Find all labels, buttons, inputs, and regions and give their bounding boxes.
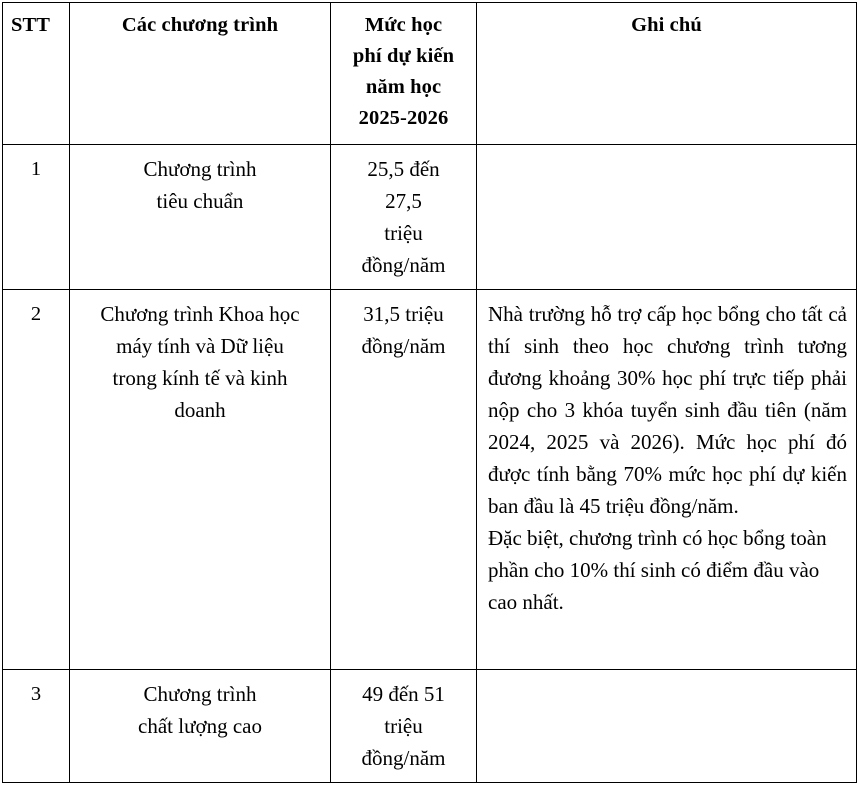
row-2-fee-line-1: 31,5 triệu: [363, 302, 444, 326]
row-1-program-line-2: tiêu chuẩn: [156, 189, 244, 213]
table-header-row: [3, 3, 857, 145]
column-header-stt-label: STT: [11, 14, 51, 36]
column-header-stt: [3, 3, 70, 145]
row-3-stt: [3, 670, 70, 783]
row-2-fee: [331, 290, 477, 670]
row-3-note: [477, 670, 857, 783]
row-1-fee-line-2: 27,5: [385, 189, 422, 213]
row-2-program-line-2: máy tính và Dữ liệu: [116, 334, 284, 358]
column-header-fee-line-4: 2025-2026: [358, 107, 449, 129]
row-2-program: [70, 290, 331, 670]
row-2-stt-value: 2: [30, 303, 42, 325]
row-1-fee-line-1: 25,5 đến: [367, 157, 440, 181]
row-2-note-paragraph-2: Đặc biệt, chương trình có học bổng toàn phần cho 10% thí sinh có điểm đầu vào cao nhất.: [488, 526, 827, 614]
row-1-note: [477, 145, 857, 290]
row-1-stt: [3, 145, 70, 290]
row-3-program: [70, 670, 331, 783]
row-3-program-line-1: Chương trình: [143, 682, 257, 706]
table-row: [3, 670, 857, 783]
column-header-fee-line-3: năm học: [365, 76, 442, 98]
row-2-note-paragraph-1: Nhà trường hỗ trợ cấp học bổng cho tất cả thí sinh theo học chương trình tương đương khoảng 30% học phí trực tiếp phải nộp cho 3 khóa tuyển sinh đầu tiên (năm 2024, 2025 và 2026). Mức học phí đó được tính bằng 70% mức học phí dự kiến ban đầu là 45 triệu đồng/năm.: [488, 302, 847, 518]
row-1-fee-line-3: triệu: [384, 221, 423, 245]
column-header-fee-line-2: phí dự kiến: [352, 45, 455, 67]
column-header-note: [477, 3, 857, 145]
tuition-fee-table: [2, 2, 857, 783]
row-3-fee-line-1: 49 đến 51: [362, 682, 445, 706]
row-1-program: [70, 145, 331, 290]
row-1-stt-value: 1: [30, 158, 42, 180]
row-3-fee-line-2: triệu: [384, 714, 423, 738]
column-header-fee: [331, 3, 477, 145]
row-1-program-line-1: Chương trình: [143, 157, 257, 181]
column-header-note-label: Ghi chú: [631, 14, 702, 36]
row-2-note: [477, 290, 857, 670]
row-2-program-line-3: trong kính tế và kinh: [112, 366, 288, 390]
row-3-program-line-2: chất lượng cao: [138, 714, 262, 738]
row-3-fee-line-3: đồng/năm: [361, 746, 446, 770]
row-2-stt: [3, 290, 70, 670]
row-1-fee: [331, 145, 477, 290]
row-2-program-line-4: doanh: [174, 398, 226, 422]
row-3-stt-value: 3: [30, 683, 42, 705]
document-page: [0, 2, 860, 787]
column-header-fee-line-1: Mức học: [364, 14, 443, 36]
row-1-fee-line-4: đồng/năm: [361, 253, 446, 277]
column-header-program-label: Các chương trình: [121, 14, 279, 36]
table-row: [3, 290, 857, 670]
table-row: [3, 145, 857, 290]
row-2-program-line-1: Chương trình Khoa học: [100, 302, 300, 326]
row-3-fee: [331, 670, 477, 783]
column-header-program: [70, 3, 331, 145]
row-2-fee-line-2: đồng/năm: [361, 334, 446, 358]
